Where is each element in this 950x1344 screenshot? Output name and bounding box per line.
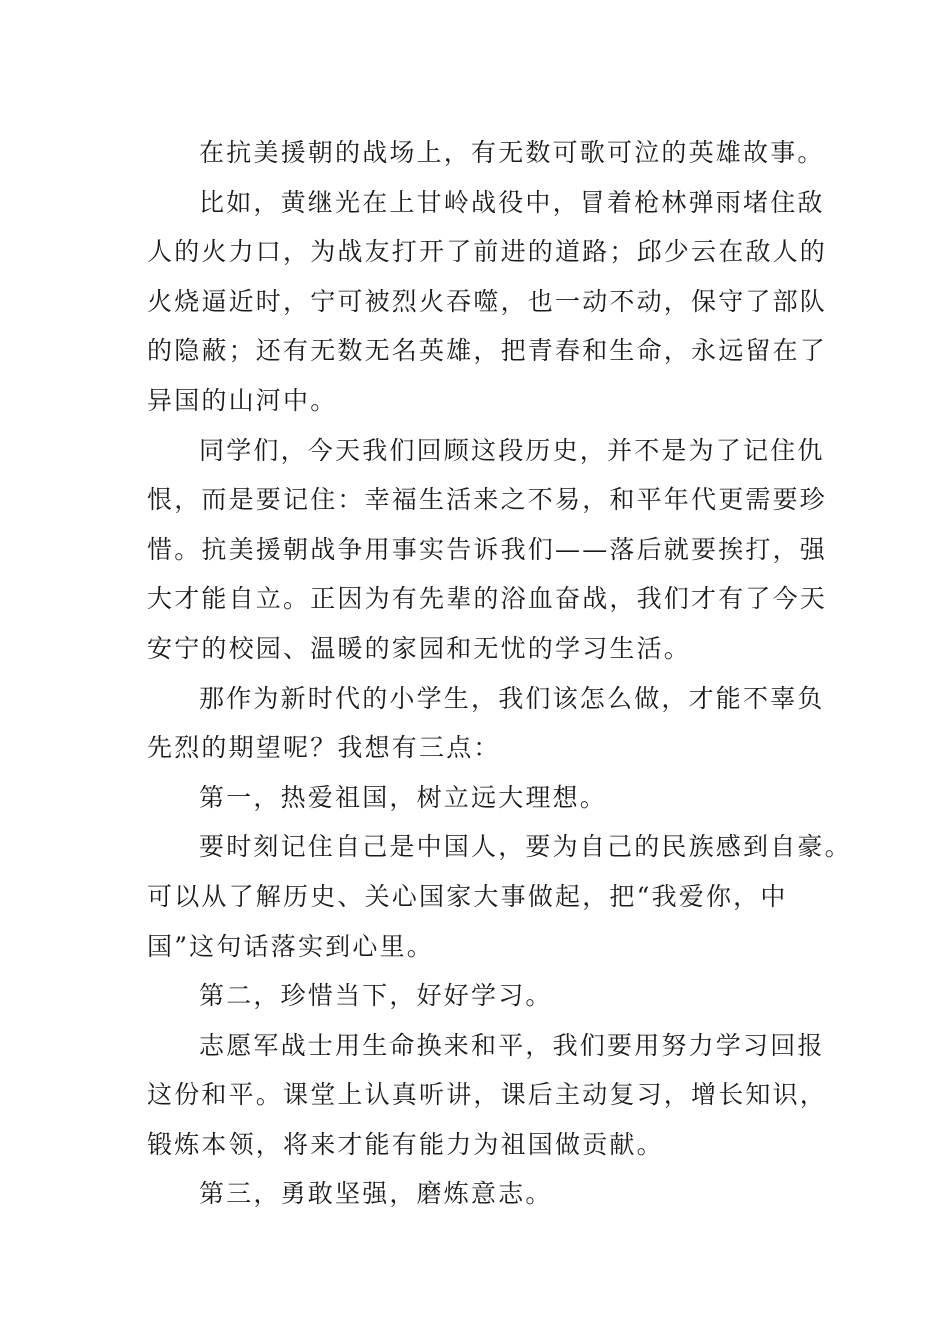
text-line: 这份和平。课堂上认真听讲，课后主动复习，增长知识， bbox=[147, 1080, 828, 1110]
text-line: 的隐蔽；还有无数无名英雄，把青春和生命，永远留在了 bbox=[147, 336, 828, 366]
text-line: 恨，而是要记住：幸福生活来之不易，和平年代更需要珍 bbox=[147, 485, 828, 515]
text-line: 那作为新时代的小学生，我们该怎么做，才能不辜负 bbox=[199, 683, 825, 713]
text-line: 第二，珍惜当下，好好学习。 bbox=[199, 981, 553, 1011]
text-line: 第一，热爱祖国，树立远大理想。 bbox=[199, 782, 608, 812]
body-text bbox=[147, 128, 852, 1219]
text-line: 同学们，今天我们回顾这段历史，并不是为了记住仇 bbox=[199, 435, 825, 465]
text-line: 国”这句话落实到心里。 bbox=[147, 931, 434, 961]
text-line: 比如，黄继光在上甘岭战役中，冒着枪林弹雨堵住敌 bbox=[199, 187, 825, 217]
text-line: 人的火力口，为战友打开了前进的道路；邱少云在敌人的 bbox=[147, 237, 828, 267]
text-line: 志愿军战士用生命换来和平，我们要用努力学习回报 bbox=[199, 1030, 825, 1060]
text-line: 大才能自立。正因为有先辈的浴血奋战，我们才有了今天 bbox=[147, 584, 828, 614]
text-line: 要时刻记住自己是中国人，要为自己的民族感到自豪。 bbox=[199, 832, 852, 862]
text-line: 异国的山河中。 bbox=[147, 385, 338, 415]
text-line: 在抗美援朝的战场上，有无数可歌可泣的英雄故事。 bbox=[199, 138, 825, 167]
text-line: 火烧逼近时，宁可被烈火吞噬，也一动不动，保守了部队 bbox=[147, 286, 828, 316]
text-line: 先烈的期望呢？我想有三点： bbox=[147, 733, 501, 763]
text-line: 安宁的校园、温暖的家园和无忧的学习生活。 bbox=[147, 633, 692, 663]
text-line: 可以从了解历史、关心国家大事做起，把“我爱你，中 bbox=[147, 881, 788, 911]
text-line: 第三，勇敢坚强，磨炼意志。 bbox=[199, 1179, 553, 1209]
text-line: 锻炼本领，将来才能有能力为祖国做贡献。 bbox=[147, 1129, 664, 1159]
text-line: 惜。抗美援朝战争用事实告诉我们——落后就要挨打，强 bbox=[147, 534, 828, 564]
